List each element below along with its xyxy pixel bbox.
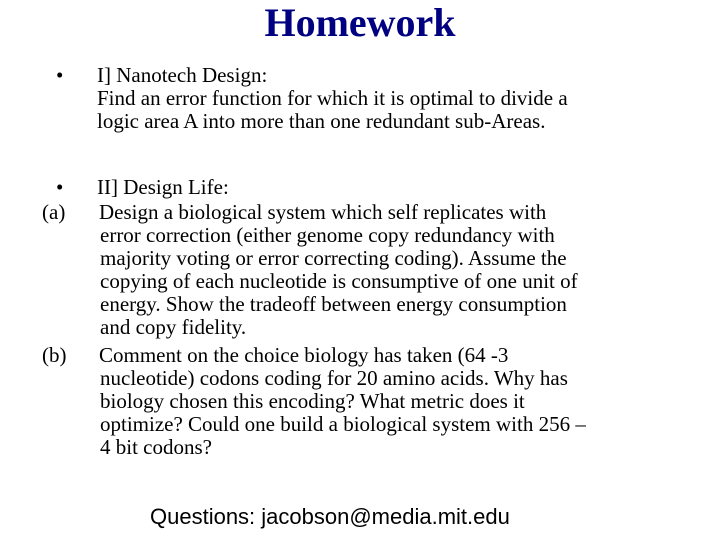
item-heading: I] Nanotech Design: (97, 63, 268, 87)
homework-item-design-life (56, 176, 716, 200)
item-line: nucleotide) codons coding for 20 amino acids. Why has (100, 366, 568, 390)
item-line: biology chosen this encoding? What metric does it (100, 389, 525, 413)
item-line: 4 bit codons? (100, 435, 212, 459)
item-line: copying of each nucleotide is consumptive of one unit of (100, 269, 578, 293)
subitem-marker-a: (a) (42, 200, 66, 224)
item-line: Find an error function for which it is optimal to divide a (97, 86, 568, 110)
item-line: error correction (either genome copy redundancy with (100, 223, 555, 247)
item-line: Comment on the choice biology has taken (64 -3 (99, 343, 509, 367)
homework-subitem-b (42, 344, 716, 462)
contact-footer: Questions: jacobson@media.mit.edu (150, 504, 510, 529)
item-line: energy. Show the tradeoff between energy consumption (100, 292, 567, 316)
bullet-marker: • (56, 63, 64, 87)
homework-subitem-a (42, 201, 716, 341)
item-line: majority voting or error correcting coding). Assume the (100, 246, 567, 270)
item-line: Design a biological system which self replicates with (99, 200, 547, 224)
item-line: logic area A into more than one redundant sub-Areas. (97, 109, 546, 133)
bullet-marker: • (56, 175, 64, 199)
item-line: and copy fidelity. (100, 315, 247, 339)
homework-item-nanotech (56, 64, 716, 136)
page-title: Homework (264, 0, 456, 45)
item-heading: II] Design Life: (97, 175, 229, 199)
item-line: optimize? Could one build a biological system with 256 – (100, 412, 586, 436)
subitem-marker-b: (b) (42, 343, 67, 367)
